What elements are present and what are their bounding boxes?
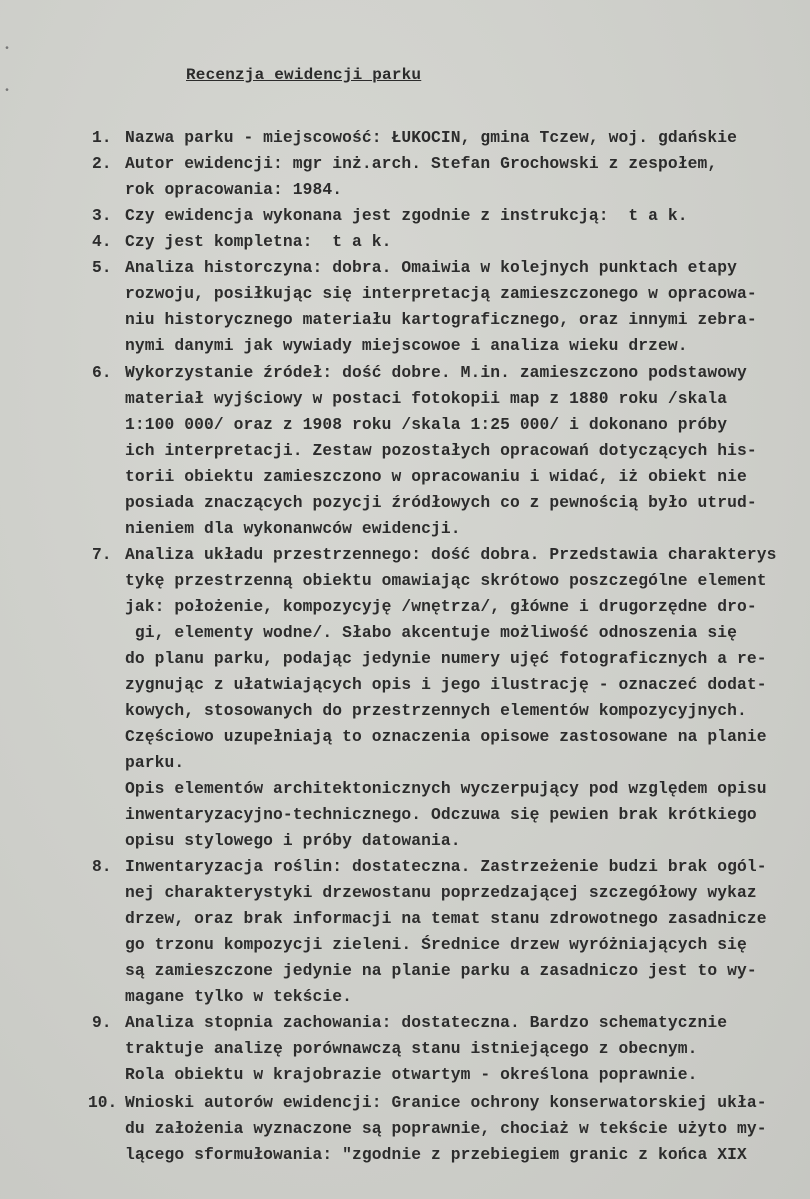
item-text-line: lącego sformułowania: "zgodnie z przebiegiem granic z końca XIX	[125, 1145, 747, 1164]
item-text-line: opisu stylowego i próby datowania.	[125, 831, 461, 850]
item-number: 1.	[92, 128, 112, 147]
item-number: 9.	[92, 1013, 112, 1032]
item-text-line: Czy ewidencja wykonana jest zgodnie z instrukcją: t a k.	[125, 206, 688, 225]
item-text-line: drzew, oraz brak informacji na temat stanu zdrowotnego zasadnicze	[125, 909, 767, 928]
punch-mark: •	[4, 86, 11, 97]
item-number: 4.	[92, 232, 112, 251]
item-text-line: Analiza stopnia zachowania: dostateczna. Bardzo schematycznie	[125, 1013, 728, 1032]
item-text-line: Wykorzystanie źródeł: dość dobre. M.in. zamieszczono podstawowy	[125, 363, 747, 382]
item-text-line: materiał wyjściowy w postaci fotokopii map z 1880 roku /skala	[125, 389, 728, 408]
item-text-line: Autor ewidencji: mgr inż.arch. Stefan Grochowski z zespołem,	[125, 154, 718, 173]
item-text-line: go trzonu kompozycji zieleni. Średnice drzew wyróżniających się	[125, 935, 747, 954]
item-number: 10.	[88, 1093, 118, 1112]
item-text-line: rozwoju, posiłkując się interpretacją zamieszczonego w opracowa-	[125, 284, 757, 303]
item-text-line: są zamieszczone jedynie na planie parku a zasadniczo jest to wy-	[125, 961, 757, 980]
item-text-line: posiada znaczących pozycji źródłowych co z pewnością było utrud-	[125, 493, 757, 512]
item-text-line: traktuje analizę porównawczą stanu istniejącego z obecnym.	[125, 1039, 698, 1058]
item-text-line: tykę przestrzenną obiektu omawiając skrótowo poszczególne element	[125, 571, 767, 590]
item-text-line: nieniem dla wykonanwców ewidencji.	[125, 519, 461, 538]
item-text-line: rok opracowania: 1984.	[125, 180, 343, 199]
item-text-line: ich interpretacji. Zestaw pozostałych opracowań dotyczących his-	[125, 441, 757, 460]
item-text-line: du założenia wyznaczone są poprawnie, chociaż w tekście użyto my-	[125, 1119, 767, 1138]
item-text-line: jak: położenie, kompozycyję /wnętrza/, główne i drugorzędne dro-	[125, 597, 757, 616]
item-text-line: torii obiektu zamieszczono w opracowaniu i widać, iż obiekt nie	[125, 467, 747, 486]
item-text-line: Opis elementów architektonicznych wyczerpujący pod względem opisu	[125, 779, 767, 798]
item-text-line: inwentaryzacyjno-technicznego. Odczuwa się pewien brak krótkiego	[125, 805, 757, 824]
item-text-line: Rola obiektu w krajobrazie otwartym - określona poprawnie.	[125, 1065, 698, 1084]
item-text-line: Inwentaryzacja roślin: dostateczna. Zastrzeżenie budzi brak ogól-	[125, 857, 767, 876]
item-text-line: 1:100 000/ oraz z 1908 roku /skala 1:25 000/ i dokonano próby	[125, 415, 728, 434]
punch-mark: •	[4, 44, 11, 55]
item-text-line: kowych, stosowanych do przestrzennych elementów kompozycyjnych.	[125, 701, 747, 720]
item-number: 2.	[92, 154, 112, 173]
item-text-line: Wnioski autorów ewidencji: Granice ochrony konserwatorskiej ukła-	[125, 1093, 767, 1112]
item-text-line: Analiza układu przestrzennego: dość dobra. Przedstawia charakterys	[125, 545, 777, 564]
item-number: 8.	[92, 857, 112, 876]
item-text-line: parku.	[125, 753, 185, 772]
item-text-line: Czy jest kompletna: t a k.	[125, 232, 392, 251]
item-number: 7.	[92, 545, 112, 564]
item-text-line: Nazwa parku - miejscowość: ŁUKOCIN, gmina Tczew, woj. gdańskie	[125, 128, 737, 147]
item-text-line: do planu parku, podając jedynie numery ujęć fotograficznych a re-	[125, 649, 767, 668]
item-text-line: Analiza historczyna: dobra. Omaiwia w kolejnych punktach etapy	[125, 258, 737, 277]
item-text-line: magane tylko w tekście.	[125, 987, 353, 1006]
item-text-line: nymi danymi jak wywiady miejscowoe i analiza wieku drzew.	[125, 336, 688, 355]
item-text-line: Częściowo uzupełniają to oznaczenia opisowe zastosowane na planie	[125, 727, 767, 746]
item-text-line: niu historycznego materiału kartograficznego, oraz innymi zebra-	[125, 310, 757, 329]
item-text-line: nej charakterystyki drzewostanu poprzedzającej szczegółowy wykaz	[125, 883, 757, 902]
document-title: Recenzja ewidencji parku	[186, 66, 422, 84]
item-text-line: gi, elementy wodne/. Słabo akcentuje możliwość odnoszenia się	[125, 623, 737, 642]
item-text-line: zygnując z ułatwiających opis i jego ilustrację - oznaczeć dodat-	[125, 675, 767, 694]
item-number: 5.	[92, 258, 112, 277]
item-number: 6.	[92, 363, 112, 382]
item-number: 3.	[92, 206, 112, 225]
